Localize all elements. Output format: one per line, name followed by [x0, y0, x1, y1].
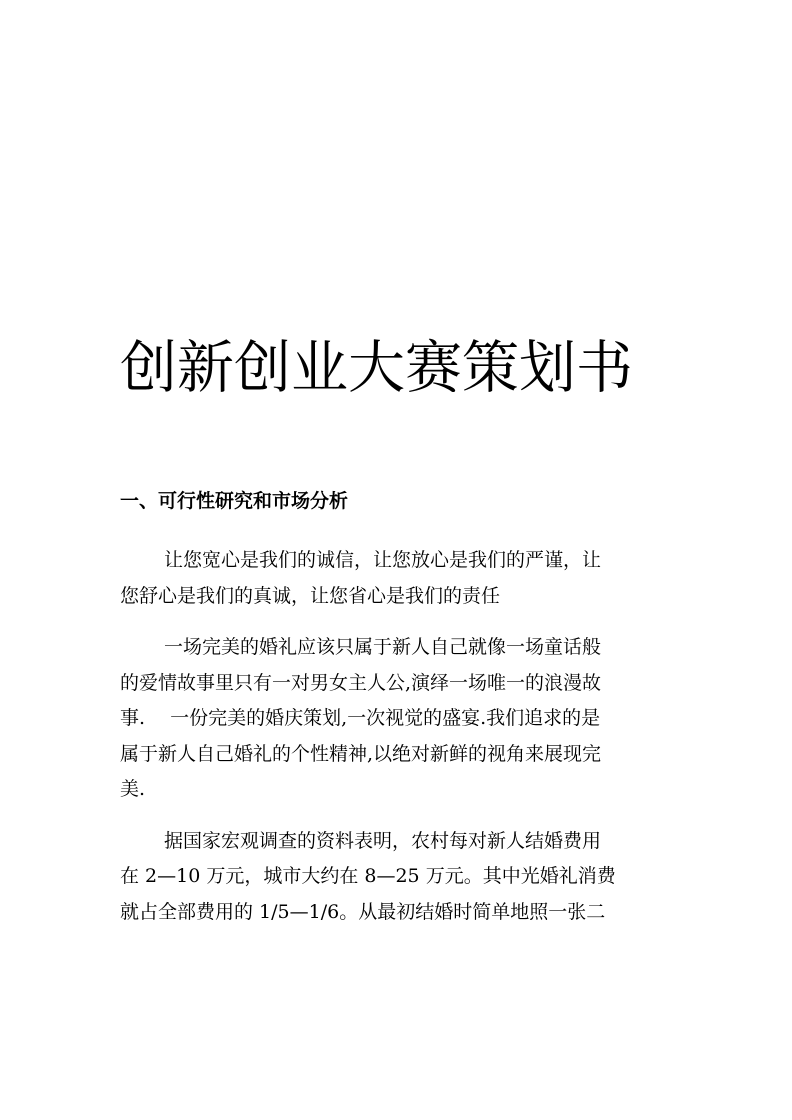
section-heading: 一、可行性研究和市场分析 — [120, 490, 349, 512]
paragraph-1 — [120, 543, 680, 614]
paragraph-line: 事. 一份完美的婚庆策划,一次视觉的盛宴.我们追求的是 — [120, 707, 601, 729]
paragraph-line: 就占全部费用的 1/5—1/6。从最初结婚时简单地照一张二 — [120, 900, 606, 923]
paragraph-line: 让您宽心是我们的诚信，让您放心是我们的严谨，让 — [164, 549, 602, 571]
paragraph-2 — [120, 630, 680, 808]
paragraph-line: 在 2—10 万元，城市大约在 8—25 万元。其中光婚礼消费 — [120, 865, 616, 887]
paragraph-line: 的爱情故事里只有一对男女主人公,演绎一场唯一的浪漫故 — [120, 671, 602, 694]
paragraph-line: 据国家宏观调查的资料表明，农村每对新人结婚费用 — [164, 829, 602, 852]
paragraph-line: 一场完美的婚礼应该只属于新人自己就像一场童话般 — [164, 636, 602, 658]
paragraph-line: 美. — [120, 778, 146, 800]
paragraph-line: 您舒心是我们的真诚，让您省心是我们的责任 — [120, 584, 501, 607]
paragraph-3 — [120, 824, 680, 931]
paragraph-line: 属于新人自己婚礼的个性精神,以绝对新鲜的视角来展现完 — [120, 742, 602, 765]
body-text — [120, 543, 680, 946]
document-title: 创新创业大赛策划书 — [120, 335, 633, 401]
